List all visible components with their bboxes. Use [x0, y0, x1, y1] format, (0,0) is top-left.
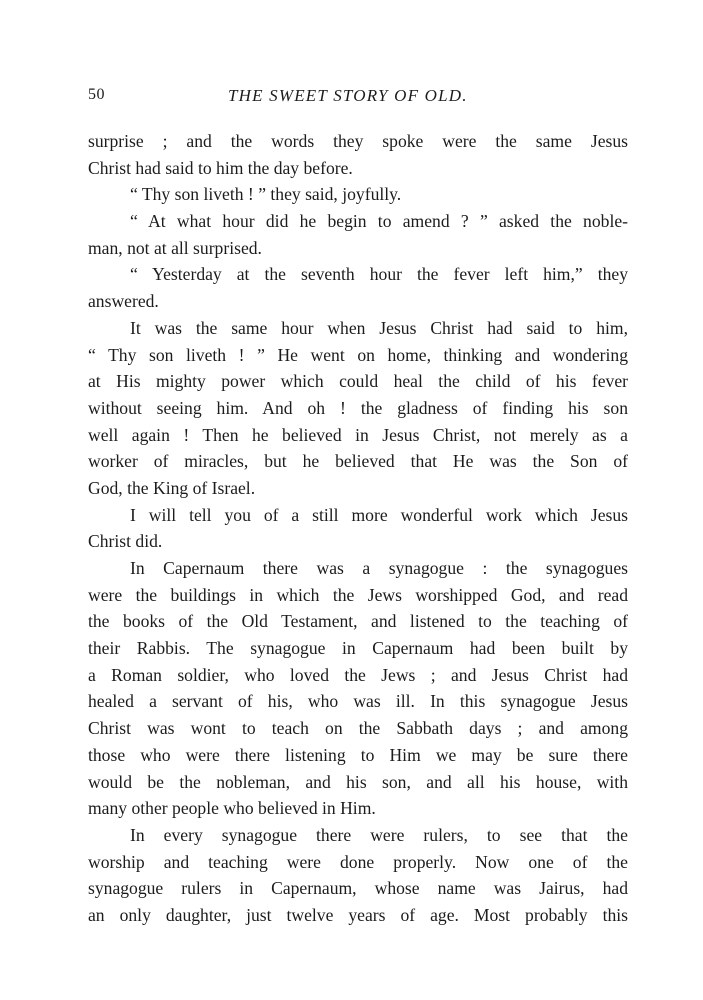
- text-line: Christ was wont to teach on the Sabbath days ; and among: [88, 718, 628, 739]
- running-head: [88, 86, 628, 110]
- running-title: THE SWEET STORY OF OLD.: [228, 86, 468, 105]
- text-line: would be the nobleman, and his son, and all his house, with: [88, 771, 628, 792]
- text-line: an only daughter, just twelve years of age. Most probably this: [88, 904, 628, 925]
- text-line: well again ! Then he believed in Jesus Christ, not merely as a: [88, 424, 628, 445]
- text-line: “ Yesterday at the seventh hour the fever left him,” they: [130, 264, 628, 285]
- text-line: their Rabbis. The synagogue in Capernaum had been built by: [88, 638, 628, 659]
- text-line: the books of the Old Testament, and listened to the teaching of: [88, 611, 628, 632]
- text-line: “ Thy son liveth ! ” He went on home, thinking and wondering: [88, 344, 628, 365]
- text-line: healed a servant of his, who was ill. In this synagogue Jesus: [88, 691, 628, 712]
- text-line: those who were there listening to Him we may be sure there: [88, 744, 628, 765]
- text-line: were the buildings in which the Jews worshipped God, and read: [88, 584, 628, 605]
- text-line: God, the King of Israel.: [88, 477, 256, 498]
- text-line: worker of miracles, but he believed that He was the Son of: [88, 451, 628, 472]
- text-line: In every synagogue there were rulers, to see that the: [130, 824, 628, 845]
- text-line: man, not at all surprised.: [88, 237, 262, 258]
- text-line: answered.: [88, 291, 159, 312]
- text-line: a Roman soldier, who loved the Jews ; and Jesus Christ had: [88, 664, 628, 685]
- text-line: In Capernaum there was a synagogue : the synagogues: [130, 558, 628, 578]
- text-line: “ Thy son liveth ! ” they said, joyfully.: [130, 184, 402, 205]
- text-line: synagogue rulers in Capernaum, whose name was Jairus, had: [88, 878, 628, 899]
- text-line: It was the same hour when Jesus Christ had said to him,: [130, 317, 628, 338]
- text-line: worship and teaching were done properly. Now one of the: [88, 851, 628, 872]
- text-line: many other people who believed in Him.: [88, 798, 376, 819]
- text-line: Christ had said to him the day before.: [88, 157, 353, 178]
- text-line: Christ did.: [88, 531, 163, 552]
- text-line: without seeing him. And oh ! the gladness of finding his son: [88, 397, 628, 418]
- body-text: [88, 128, 628, 929]
- text-line: at His mighty power which could heal the child of his fever: [88, 371, 628, 392]
- page-number: 50: [88, 86, 105, 103]
- text-line: I will tell you of a still more wonderful work which Jesus: [130, 504, 628, 525]
- text-line: “ At what hour did he begin to amend ? ” asked the noble-: [130, 211, 628, 232]
- text-line: surprise ; and the words they spoke were the same Jesus: [88, 131, 628, 151]
